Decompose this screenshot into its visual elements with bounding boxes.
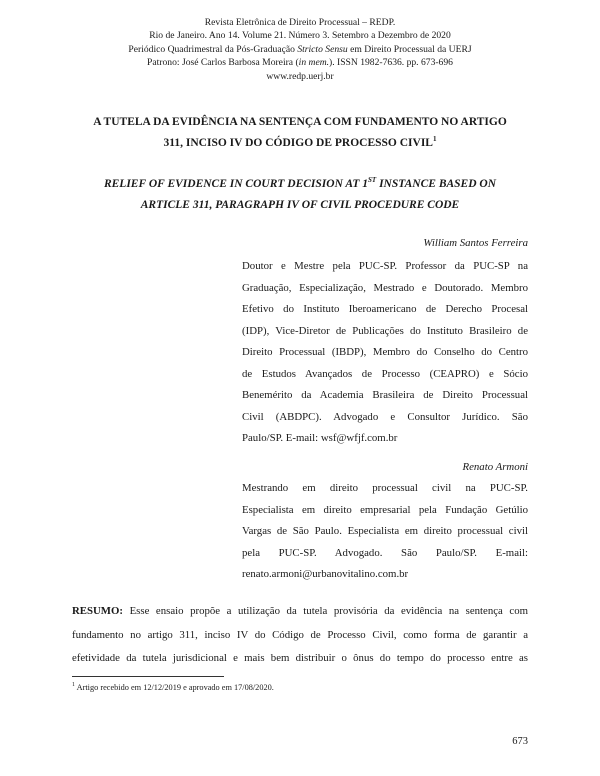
header-line-2: Rio de Janeiro. Ano 14. Volume 21. Número 3. Setembro a Dezembro de 2020 <box>149 30 451 42</box>
author-name-1: William Santos Ferreira <box>423 237 528 249</box>
footnote: $^1$ Artigo recebido em 12/12/2019 e aprovado em 17/08/2020. <box>72 682 274 692</box>
footnote-divider <box>72 676 224 677</box>
author-email-2[interactable]: renato.armoni@urbanovitalino.com.br <box>242 568 409 580</box>
author-bio-1: Doutor e Mestre pela PUC-SP. Professor da PUC-SP na Graduação, Especialização, Mestrado e Doutorado. Membro Efetivo do Instituto Iberoamericano de Derecho Procesal (IDP), Vice-Diretor de Publicações do Instituto Brasileiro de Direito Processual (IBDP), Membro do Conselho do Centro de Estudos Avançados de Processo (CEAPRO) e Sócio Benemérito da Academia Brasileira de Direito Processual Civil (ABDPC). Advogado e Consultor Jurídico. São Paulo/SP. E-mail: wsf@wfjf.com.br <box>242 256 528 450</box>
page-number: 673 <box>512 736 528 747</box>
journal-header <box>0 16 600 83</box>
header-line-3: Periódico Quadrimestral da Pós-Graduação Stricto Sensu em Direito Processual da UERJ <box>128 43 472 55</box>
author-bio-2: Mestrando em direito processual civil na PUC-SP. Especialista em direito empresarial pela Fundação Getúlio Vargas de São Paulo. Especialista em direito processual civil pela PUC-SP. Advogado. São Paulo/SP. E-mail: renato.armoni@urbanovitalino.com.br <box>242 478 528 586</box>
header-url[interactable]: www.redp.uerj.br <box>266 70 334 82</box>
title-footnote-mark[interactable]: 1 <box>432 134 437 143</box>
abstract-label: RESUMO: <box>72 605 123 617</box>
header-line-1: Revista Eletrônica de Direito Processual – REDP. <box>204 17 396 28</box>
author-name-2: Renato Armoni <box>462 461 528 473</box>
header-line-4: Patrono: José Carlos Barbosa Moreira (in mem.). ISSN 1982-7636. pp. 673-696 <box>147 57 453 69</box>
footnote-mark: 1 <box>72 682 75 688</box>
author-email-1[interactable]: Paulo/SP. E-mail: wsf@wfjf.com.br <box>242 432 398 444</box>
article-title: A TUTELA DA EVIDÊNCIA NA SENTENÇA COM FUNDAMENTO NO ARTIGO 311, INCISO IV DO CÓDIGO DE PROCESSO CIVIL$^1$ <box>93 116 507 149</box>
abstract: RESUMO: Esse ensaio propõe a utilização da tutela provisória da evidência na sentença com fundamento no artigo 311, inciso IV do Código de Processo Civil, como forma de garantir a efetividade da tutela jurisdicional e mais bem distribuir o ônus do tempo do processo entre as <box>72 605 528 664</box>
article-subtitle-english: RELIEF OF EVIDENCE IN COURT DECISION AT 1ST INSTANCE BASED ON ARTICLE 311, PARAGRAPH IV OF CIVIL PROCEDURE CODE <box>103 176 497 211</box>
